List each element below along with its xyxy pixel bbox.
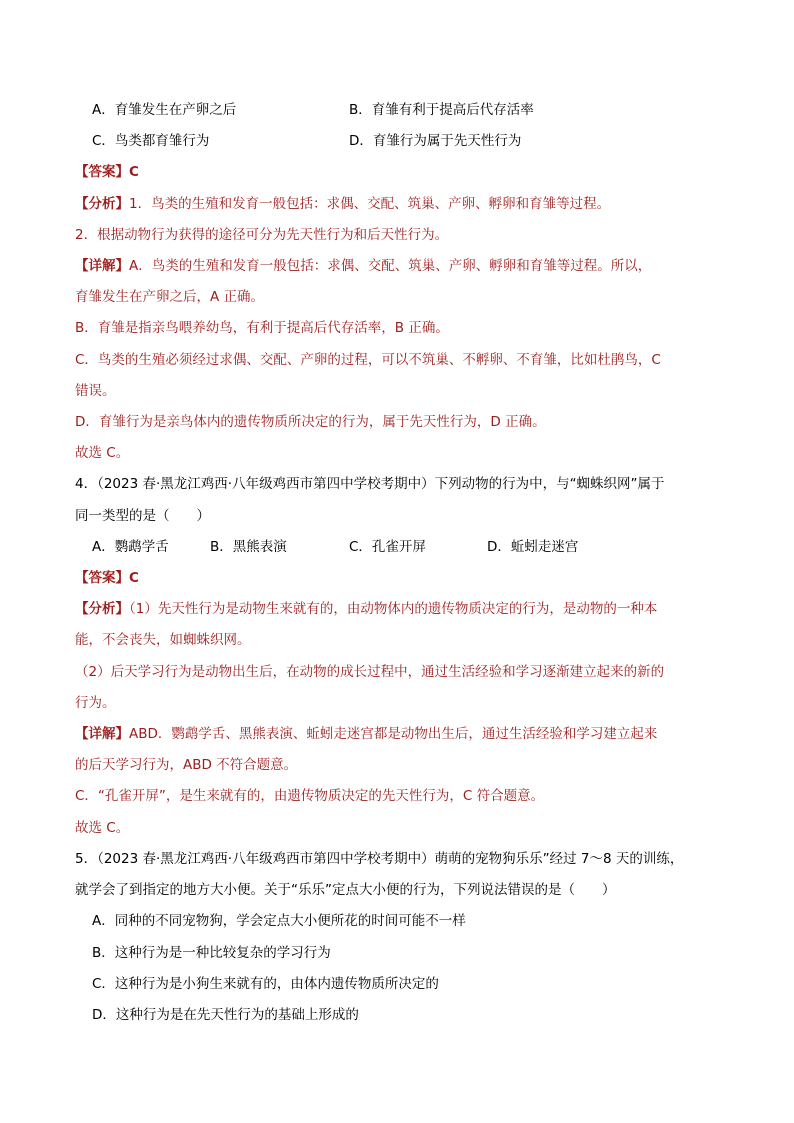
q3-conclusion: 故选 C。 [75, 445, 130, 461]
q4-analysis-2-cont: 行为。 [75, 695, 116, 711]
analysis-text: 1．鸟类的生殖和发育一般包括：求偶、交配、筑巢、产卵、孵卵和育雏等过程。 [129, 196, 611, 212]
q4-stem: 4．（2023 春·黑龙江鸡西·八年级鸡西市第四中学校考期中）下列动物的行为中，与“蜘蛛织网”属于 [75, 476, 665, 492]
detail-tag: 【详解】 [75, 726, 129, 742]
q5-option-c: C．这种行为是小狗生来就有的，由体内遗传物质所决定的 [92, 976, 439, 992]
q3-detail-d: D．育雏行为是亲鸟体内的遗传物质所决定的行为，属于先天性行为，D 正确。 [75, 414, 546, 430]
q4-analysis-1-cont: 能，不会丧失，如蜘蛛织网。 [75, 632, 251, 648]
q3-option-d: D．育雏行为属于先天性行为 [349, 133, 522, 149]
q4-analysis-2: （2）后天学习行为是动物出生后，在动物的成长过程中，通过生活经验和学习逐渐建立起来的新的 [75, 664, 665, 680]
q3-detail-c: C．鸟类的生殖必须经过求偶、交配、产卵的过程，可以不筑巢、不孵卵、不育雏，比如杜鹃鸟，C [75, 352, 661, 368]
q4-detail-cont: 的后天学习行为，ABD 不符合题意。 [75, 757, 298, 773]
q4-conclusion: 故选 C。 [75, 820, 130, 836]
q4-detail-c: C．“孔雀开屏”，是生来就有的，由遗传物质决定的先天性行为，C 符合题意。 [75, 788, 545, 804]
analysis-text: （1）先天性行为是动物生来就有的，由动物体内的遗传物质决定的行为，是动物的一种本 [129, 601, 658, 617]
q4-analysis [75, 599, 657, 619]
q3-answer [75, 162, 139, 182]
detail-text: ABD．鹦鹉学舌、黑熊表演、蚯蚓走迷宫都是动物出生后，通过生活经验和学习建立起来 [129, 726, 658, 742]
q3-analysis [75, 194, 610, 214]
q3-option-b: B．育雏有利于提高后代存活率 [349, 102, 534, 118]
q5-option-a: A．同种的不同宠物狗，学会定点大小便所花的时间可能不一样 [92, 913, 466, 929]
q3-detail-c-cont: 错误。 [75, 383, 116, 399]
q4-option-c: C．孔雀开屏 [349, 539, 426, 555]
q3-detail-a-cont: 育雏发生在产卵之后，A 正确。 [75, 289, 265, 305]
q4-option-a: A．鹦鹉学舌 [92, 539, 169, 555]
q5-stem: 5．（2023 春·黑龙江鸡西·八年级鸡西市第四中学校考期中）萌萌的宠物狗乐乐”经过 7～8 天的训练， [75, 851, 684, 867]
analysis-tag: 【分析】 [75, 601, 129, 617]
answer-value: C [129, 570, 139, 586]
q3-detail-b: B．育雏是指亲鸟喂养幼鸟，有利于提高后代存活率，B 正确。 [75, 320, 449, 336]
answer-tag: 【答案】 [75, 570, 129, 586]
q4-detail [75, 724, 657, 744]
q5-stem-cont: 就学会了到指定的地方大小便。关于“乐乐”定点大小便的行为，下列说法错误的是（ ） [75, 882, 616, 898]
q5-option-d: D．这种行为是在先天性行为的基础上形成的 [92, 1007, 359, 1023]
answer-tag: 【答案】 [75, 164, 129, 180]
q4-option-d: D．蚯蚓走迷宫 [487, 539, 579, 555]
q4-option-b: B．黑熊表演 [210, 539, 287, 555]
q3-option-a: A．育雏发生在产卵之后 [92, 102, 237, 118]
detail-tag: 【详解】 [75, 258, 129, 274]
q3-detail [75, 256, 651, 276]
detail-text: A．鸟类的生殖和发育一般包括：求偶、交配、筑巢、产卵、孵卵和育雏等过程。所以， [129, 258, 652, 274]
q3-option-c: C．鸟类都育雏行为 [92, 133, 210, 149]
q3-analysis-2: 2．根据动物行为获得的途径可分为先天性行为和后天性行为。 [75, 227, 449, 243]
analysis-tag: 【分析】 [75, 196, 129, 212]
q5-option-b: B．这种行为是一种比较复杂的学习行为 [92, 945, 331, 961]
q4-answer [75, 568, 139, 588]
q4-stem-cont: 同一类型的是（ ） [75, 508, 210, 524]
answer-value: C [129, 164, 139, 180]
